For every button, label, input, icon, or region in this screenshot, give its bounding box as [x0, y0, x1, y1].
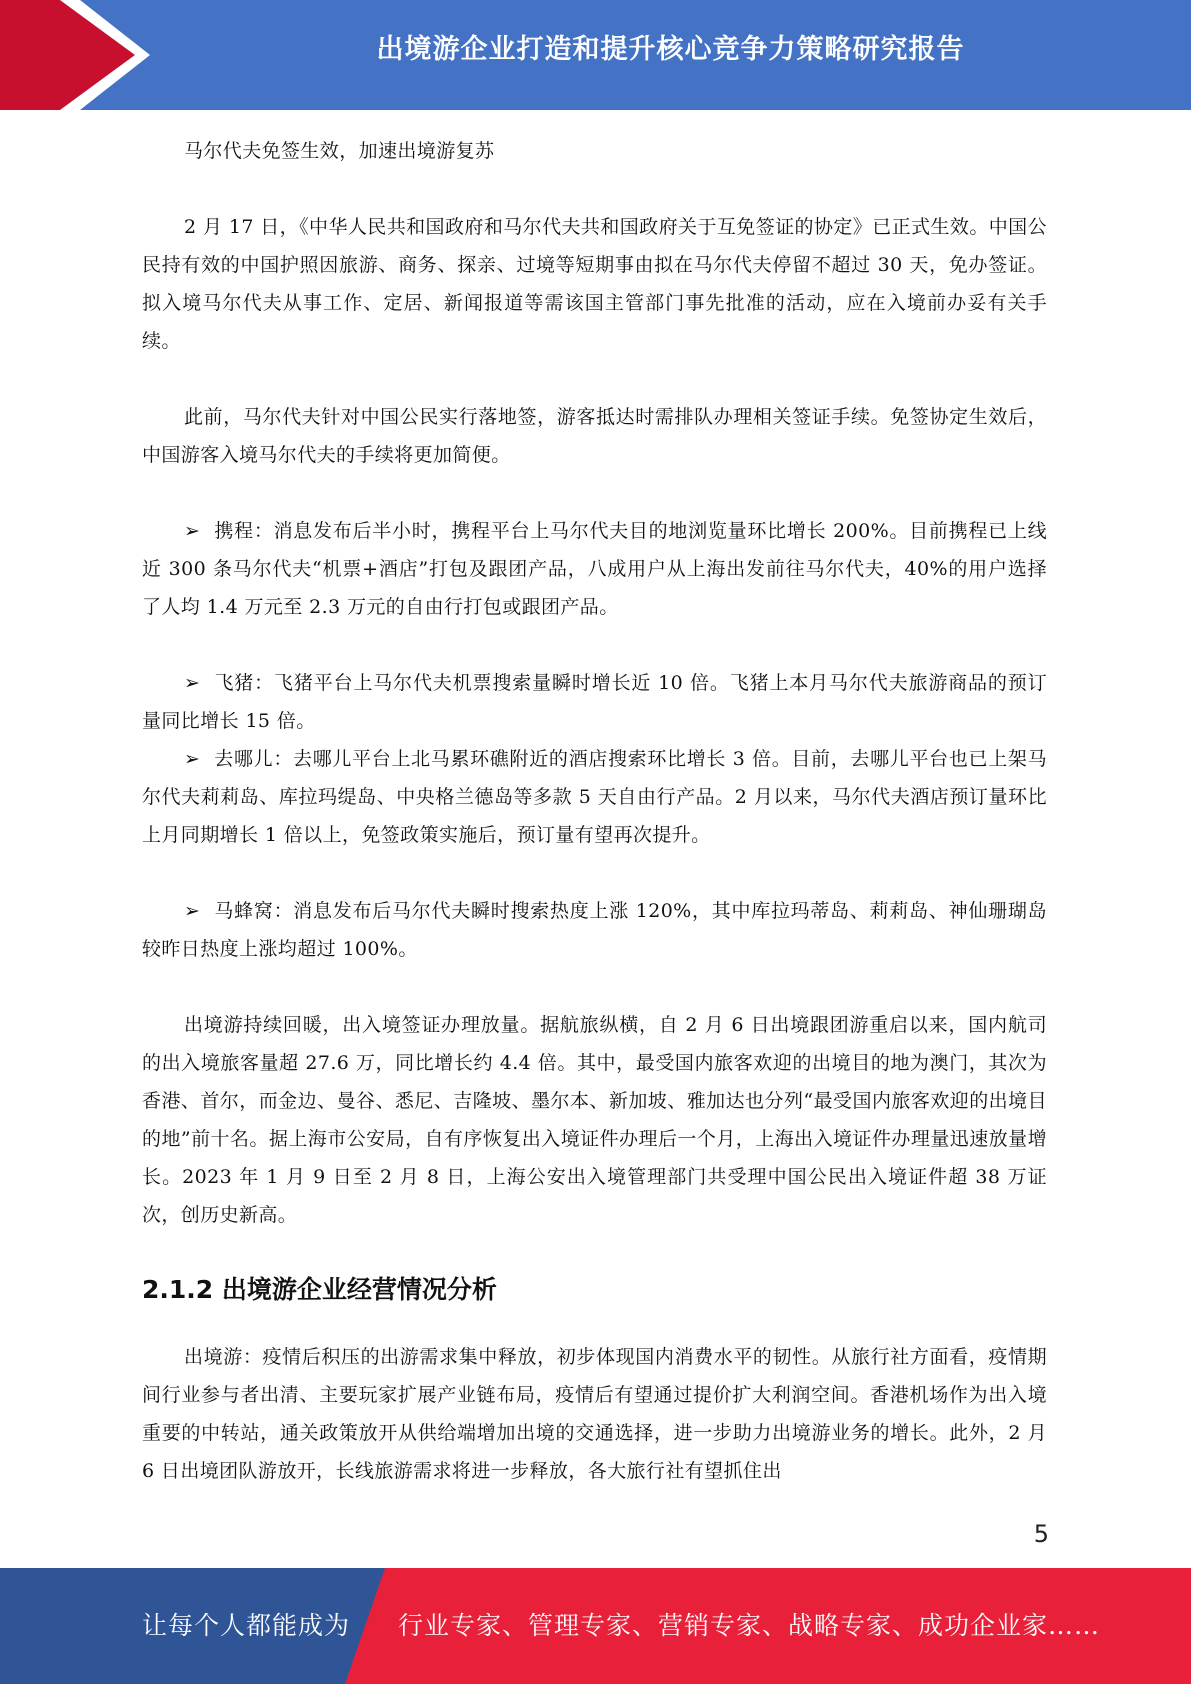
report-title: 出境游企业打造和提升核心竞争力策略研究报告 [376, 34, 965, 65]
page-number: 5 [1033, 1520, 1049, 1548]
header-chevron-icon [0, 0, 160, 110]
arrow-bullet-icon: ➢ [184, 520, 201, 542]
paragraph-visa-agreement: 2 月 17 日，《中华人民共和国政府和马尔代夫共和国政府关于互免签证的协定》已正式生效。中国公民持有效的中国护照因旅游、商务、探亲、过境等短期事由拟在马尔代夫停留不超过 30 天，免办签证。拟入境马尔代夫从事工作、定居、新闻报道等需该国主管部门事先批准的活动，应在入境前办妥有关手续。 [142, 216, 1047, 352]
page-content [142, 132, 1047, 1490]
footer-slogan-right: 行业专家、管理专家、营销专家、战略专家、成功企业家…… [398, 1611, 1101, 1640]
bullet-qunar [142, 740, 1047, 854]
page-footer [0, 1568, 1191, 1684]
page-header [0, 0, 1191, 110]
paragraph-landing-visa: 此前，马尔代夫针对中国公民实行落地签，游客抵达时需排队办理相关签证手续。免签协定生效后，中国游客入境马尔代夫的手续将更加简便。 [142, 406, 1047, 466]
arrow-bullet-icon: ➢ [184, 672, 201, 694]
section-heading: 2.1.2 出境游企业经营情况分析 [142, 1275, 497, 1304]
bullet-fliggy-text: 飞猪：飞猪平台上马尔代夫机票搜索量瞬时增长近 10 倍。飞猪上本月马尔代夫旅游商品的预订量同比增长 15 倍。 [142, 672, 1047, 732]
bullet-qunar-text: 去哪儿：去哪儿平台上北马累环礁附近的酒店搜索环比增长 3 倍。目前，去哪儿平台也已上架马尔代夫莉莉岛、库拉玛缇岛、中央格兰德岛等多款 5 天自由行产品。2 月以来，马尔代夫酒店预订量环比上月同期增长 1 倍以上，免签政策实施后，预订量有望再次提升。 [142, 748, 1047, 846]
arrow-bullet-icon: ➢ [184, 748, 201, 770]
bullet-mafengwo [142, 892, 1047, 968]
bullet-fliggy [142, 664, 1047, 740]
arrow-bullet-icon: ➢ [184, 900, 201, 922]
paragraph-maldives-visa-free-title: 马尔代夫免签生效，加速出境游复苏 [184, 140, 495, 162]
bullet-ctrip-text: 携程：消息发布后半小时，携程平台上马尔代夫目的地浏览量环比增长 200%。目前携程已上线近 300 条马尔代夫“机票+酒店”打包及跟团产品，八成用户从上海出发前往马尔代夫，40%的用户选择了人均 1.4 万元至 2.3 万元的自由行打包或跟团产品。 [142, 520, 1047, 618]
paragraph-outbound-analysis: 出境游：疫情后积压的出游需求集中释放，初步体现国内消费水平的韧性。从旅行社方面看，疫情期间行业参与者出清、主要玩家扩展产业链布局，疫情后有望通过提价扩大利润空间。香港机场作为出入境重要的中转站，通关政策放开从供给端增加出境的交通选择，进一步助力出境游业务的增长。此外，2 月 6 日出境团队游放开，长线旅游需求将进一步释放，各大旅行社有望抓住出 [142, 1346, 1047, 1482]
bullet-mafengwo-text: 马蜂窝：消息发布后马尔代夫瞬时搜索热度上涨 120%，其中库拉玛蒂岛、莉莉岛、神仙珊瑚岛较昨日热度上涨均超过 100%。 [142, 900, 1047, 960]
paragraph-outbound-recovery: 出境游持续回暖，出入境签证办理放量。据航旅纵横，自 2 月 6 日出境跟团游重启以来，国内航司的出入境旅客量超 27.6 万，同比增长约 4.4 倍。其中，最受国内旅客欢迎的出境目的地为澳门，其次为香港、首尔，而金边、曼谷、悉尼、吉隆坡、墨尔本、新加坡、雅加达也分列“最受国内旅客欢迎的出境目的地”前十名。据上海市公安局，自有序恢复出入境证件办理后一个月，上海出入境证件办理量迅速放量增长。2023 年 1 月 9 日至 2 月 8 日，上海公安出入境管理部门共受理中国公民出入境证件超 38 万证次，创历史新高。 [142, 1014, 1047, 1226]
bullet-ctrip [142, 512, 1047, 626]
footer-slogan-left: 让每个人都能成为 [142, 1611, 351, 1640]
